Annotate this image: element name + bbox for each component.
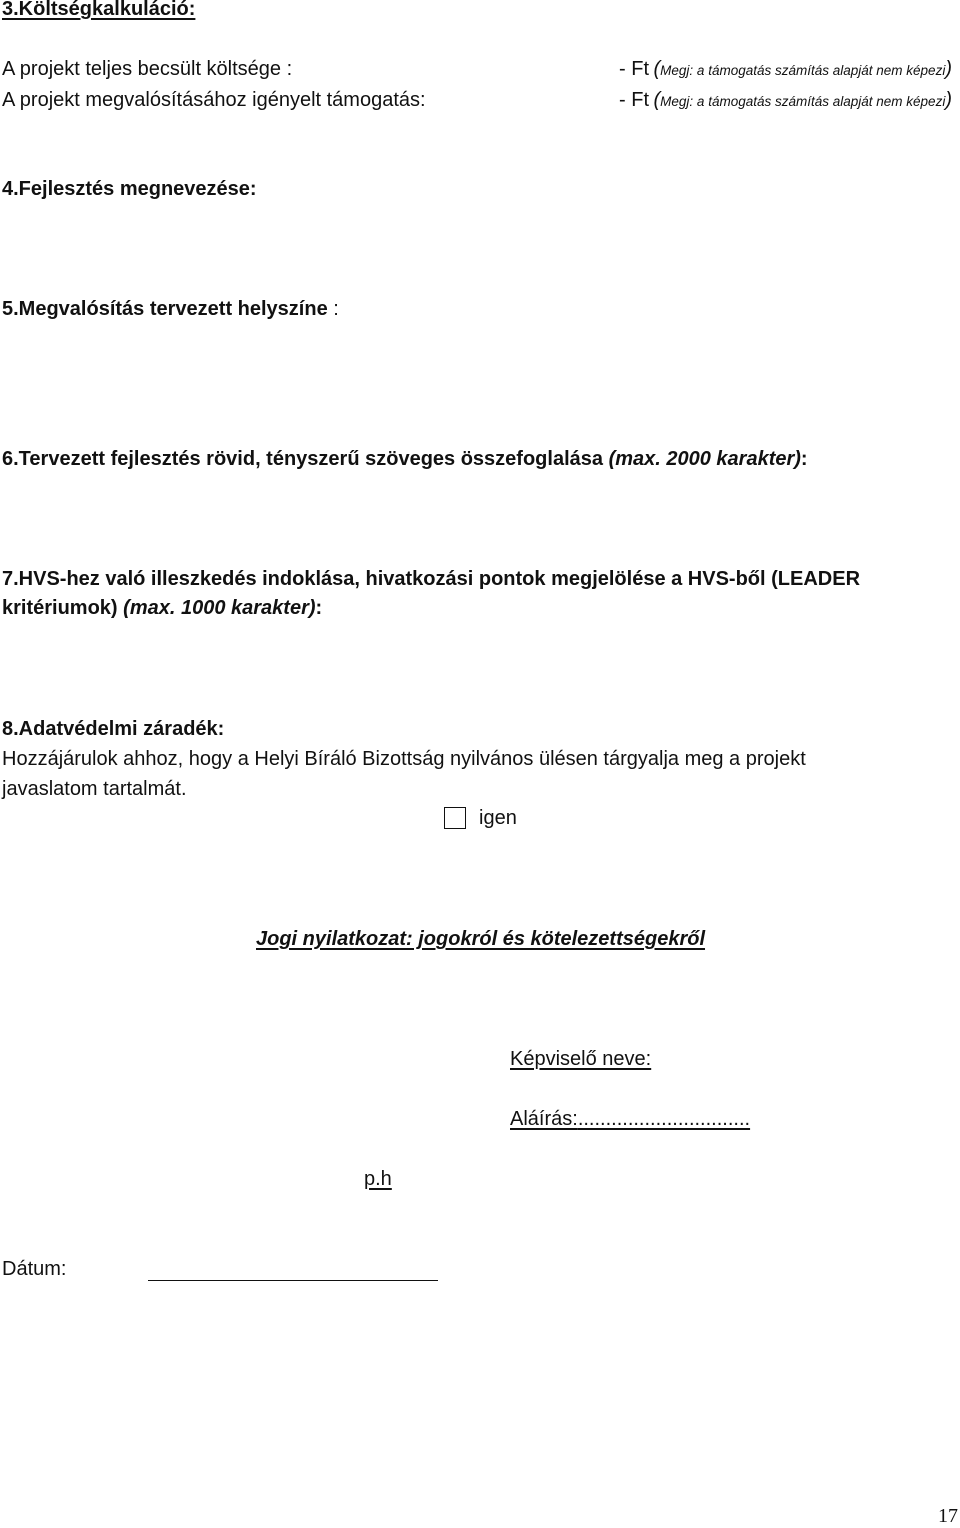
section-5-title-text: 5.Megvalósítás tervezett helyszíne [2, 298, 328, 320]
signature-label: Aláírás: [510, 1108, 578, 1130]
section-7-colon: : [315, 597, 323, 619]
section-7-title-line2 [2, 597, 322, 620]
note-close-paren: ) [945, 89, 952, 111]
section-8-title: 8.Adatvédelmi záradék: [2, 718, 225, 740]
representative-name-label: Képviselő neve: [510, 1048, 652, 1070]
consent-checkbox-label: igen [479, 807, 517, 829]
section-7-title-line1: 7.HVS-hez való illeszkedés indoklása, hivatkozási pontok megjelölése a HVS-ből (LEADER [2, 568, 861, 590]
consent-text-line1: Hozzájárulok ahhoz, hogy a Helyi Bíráló Bizottság nyilvános ülésen tárgyalja meg a projekt [2, 748, 806, 770]
note-open-paren: ( [653, 58, 661, 80]
section-6-title [2, 448, 808, 471]
section-7-title-text: kritériumok) [2, 597, 118, 619]
section-7-limit: (max. 1000 karakter) [123, 597, 316, 619]
total-cost-note: Megj: a támogatás számítás alapját nem képezi [660, 63, 946, 78]
signature-field [510, 1108, 750, 1131]
section-5-title [2, 298, 339, 321]
section-6-limit: (max. 2000 karakter) [608, 448, 801, 470]
requested-support-label: A projekt megvalósításához igényelt támogatás: [2, 89, 426, 111]
section-6-title-text: 6.Tervezett fejlesztés rövid, tényszerű szöveges összefoglalása [2, 448, 603, 470]
requested-support-value: - Ft [619, 89, 650, 111]
stamp-placeholder: p.h [364, 1168, 392, 1190]
legal-statement-title: Jogi nyilatkozat: jogokról és kötelezettségekről [256, 928, 706, 950]
date-input-line[interactable] [148, 1280, 438, 1281]
requested-support-note: Megj: a támogatás számítás alapját nem képezi [660, 94, 946, 109]
signature-dots: ............................... [577, 1108, 751, 1130]
note-open-paren: ( [653, 89, 661, 111]
total-cost-value-group [619, 58, 952, 81]
section-3-title: 3.Költségkalkuláció: [2, 0, 196, 20]
note-close-paren: ) [945, 58, 952, 80]
consent-text-line2: javaslatom tartalmát. [2, 778, 187, 800]
date-label: Dátum: [2, 1258, 67, 1280]
section-4-title: 4.Fejlesztés megnevezése: [2, 178, 257, 200]
section-6-colon: : [800, 448, 808, 470]
section-5-colon: : [327, 298, 339, 320]
total-cost-label: A projekt teljes becsült költsége : [2, 58, 293, 80]
consent-checkbox[interactable] [444, 807, 466, 829]
page-number: 17 [938, 1505, 958, 1527]
total-cost-value: - Ft [619, 58, 650, 80]
requested-support-value-group [619, 89, 952, 112]
